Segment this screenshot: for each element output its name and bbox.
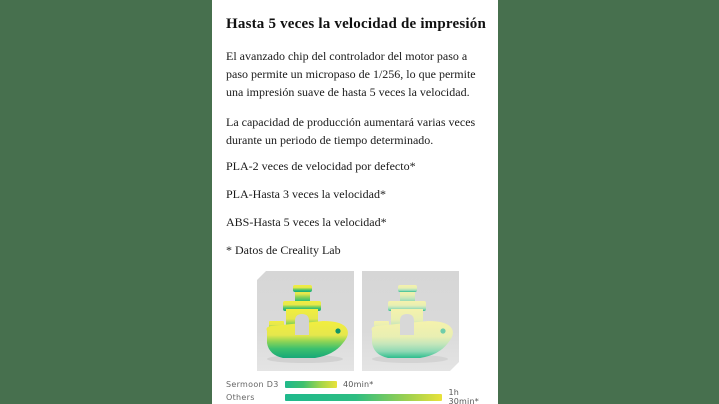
description-paragraph: La capacidad de producción aumentará varias veces durante un periodo de tiempo determinado. (226, 115, 476, 147)
print-time-comparison-chart (226, 379, 490, 404)
product-description-panel (212, 0, 498, 404)
letterbox-left (0, 0, 212, 404)
section-title: Hasta 5 veces la velocidad de impresión (226, 16, 487, 32)
benchy-boat-illustration-vivid (257, 271, 354, 371)
spec-line-pla-default: PLA-2 veces de velocidad por defecto* (226, 159, 416, 173)
spec-line-abs-max: ABS-Hasta 5 veces la velocidad* (226, 215, 387, 229)
photo-corner-cut (450, 362, 459, 371)
footnote: * Datos de Creality Lab (226, 243, 341, 257)
spec-line-pla-max: PLA-Hasta 3 veces la velocidad* (226, 187, 386, 201)
benchy-boat-illustration-pale (362, 271, 459, 371)
gradient-bar-others (285, 394, 442, 401)
chart-label: Others (226, 392, 255, 402)
photo-corner-cut (257, 271, 266, 280)
chart-label: Sermoon D3 (226, 379, 279, 389)
benchy-boat-photo-vivid (257, 271, 354, 371)
chart-value: 40min* (343, 379, 374, 389)
letterbox-right (498, 0, 719, 404)
description-paragraph: El avanzado chip del controlador del motor paso a paso permite un micropaso de 1/256, lo que permite una impresión suave de hasta 5 veces la velocidad. (226, 49, 476, 99)
chart-value: 1h 30min* (448, 388, 479, 404)
gradient-bar-sermoon-d3 (285, 381, 337, 388)
chart-row-others (226, 388, 490, 404)
benchy-boat-photo-pale (362, 271, 459, 371)
benchy-photo-gallery (257, 271, 490, 371)
chart-row-sermoon-d3 (226, 380, 490, 388)
